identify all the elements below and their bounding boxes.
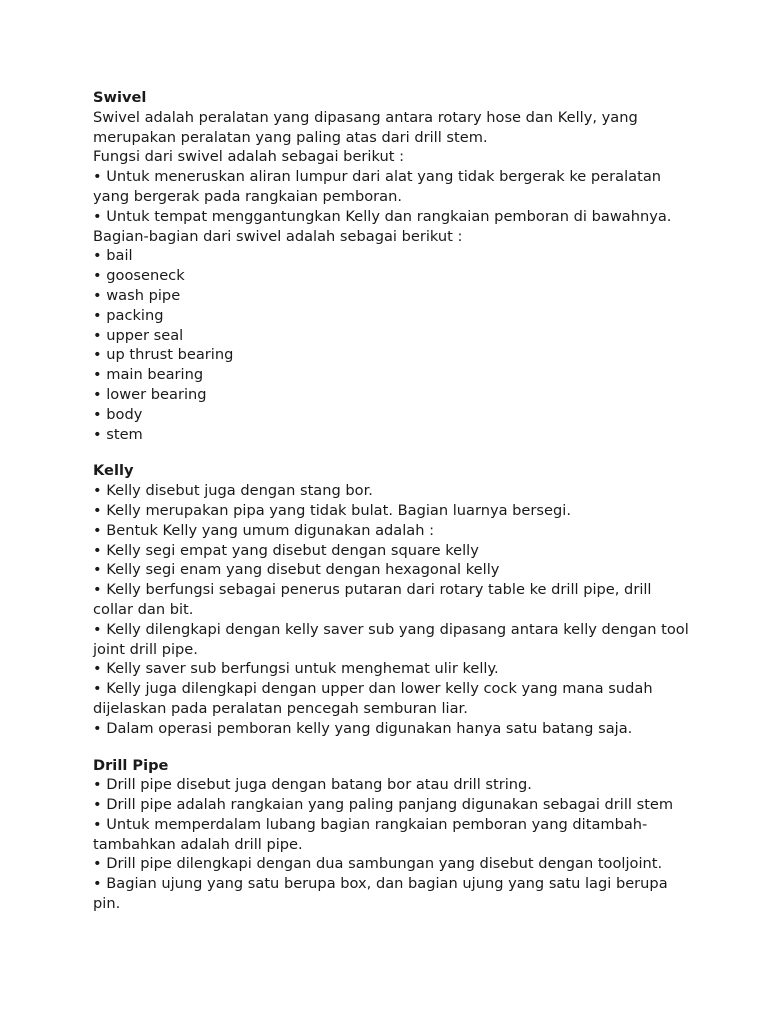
list-item: • up thrust bearing <box>93 346 234 364</box>
list-item: • Kelly disebut juga dengan stang bor. <box>93 482 373 500</box>
list-item: • Kelly merupakan pipa yang tidak bulat. Bagian luarnya bersegi. <box>93 501 571 519</box>
list-item: • main bearing <box>93 366 204 384</box>
paragraph-line: Bagian-bagian dari swivel adalah sebagai berikut : <box>93 227 463 245</box>
list-item: • Dalam operasi pemboran kelly yang digunakan hanya satu batang saja. <box>93 719 633 737</box>
list-item: • wash pipe <box>93 286 181 304</box>
list-item: • Drill pipe adalah rangkaian yang paling panjang digunakan sebagai drill stem <box>93 796 674 814</box>
section-drill-pipe <box>93 756 693 914</box>
section-heading: Swivel <box>93 89 147 106</box>
list-item: • packing <box>93 306 164 324</box>
list-item: • Kelly saver sub berfungsi untuk menghemat ulir kelly. <box>93 660 499 678</box>
list-item: • Untuk tempat menggantungkan Kelly dan rangkaian pemboran di bawahnya. <box>93 207 672 225</box>
paragraph-line: Swivel adalah peralatan yang dipasang antara rotary hose dan Kelly, yang merupakan peralatan yang paling atas dari drill stem. <box>93 108 638 146</box>
document-page <box>93 88 693 914</box>
list-item: • Kelly segi enam yang disebut dengan hexagonal kelly <box>93 561 500 579</box>
paragraph-line: Fungsi dari swivel adalah sebagai berikut : <box>93 148 405 166</box>
list-item: • gooseneck <box>93 267 185 285</box>
section-swivel <box>93 88 693 444</box>
list-item: • Untuk memperdalam lubang bagian rangkaian pemboran yang ditambah-tambahkan adalah drill pipe. <box>93 815 648 853</box>
list-item: • Drill pipe disebut juga dengan batang bor atau drill string. <box>93 776 532 794</box>
list-item: • Kelly dilengkapi dengan kelly saver sub yang dipasang antara kelly dengan tool joint drill pipe. <box>93 620 689 658</box>
section-heading: Drill Pipe <box>93 756 169 774</box>
list-item: • Kelly segi empat yang disebut dengan square kelly <box>93 541 479 559</box>
section-kelly <box>93 461 693 738</box>
list-item: • stem <box>93 425 143 443</box>
list-item: • Kelly juga dilengkapi dengan upper dan lower kelly cock yang mana sudah dijelaskan pada peralatan pencegah semburan liar. <box>93 680 653 717</box>
list-item: • Untuk meneruskan aliran lumpur dari alat yang tidak bergerak ke peralatan yang bergerak pada rangkaian pemboran. <box>93 168 662 205</box>
list-item: • body <box>93 405 143 423</box>
list-item: • Bentuk Kelly yang umum digunakan adalah : <box>93 521 435 539</box>
list-item: • bail <box>93 247 133 265</box>
list-item: • upper seal <box>93 326 184 344</box>
list-item: • lower bearing <box>93 385 207 403</box>
section-heading: Kelly <box>93 462 134 480</box>
list-item: • Bagian ujung yang satu berupa box, dan bagian ujung yang satu lagi berupa pin. <box>93 875 668 913</box>
list-item: • Kelly berfungsi sebagai penerus putaran dari rotary table ke drill pipe, drill collar dan bit. <box>93 581 652 618</box>
list-item: • Drill pipe dilengkapi dengan dua sambungan yang disebut dengan tooljoint. <box>93 855 663 873</box>
